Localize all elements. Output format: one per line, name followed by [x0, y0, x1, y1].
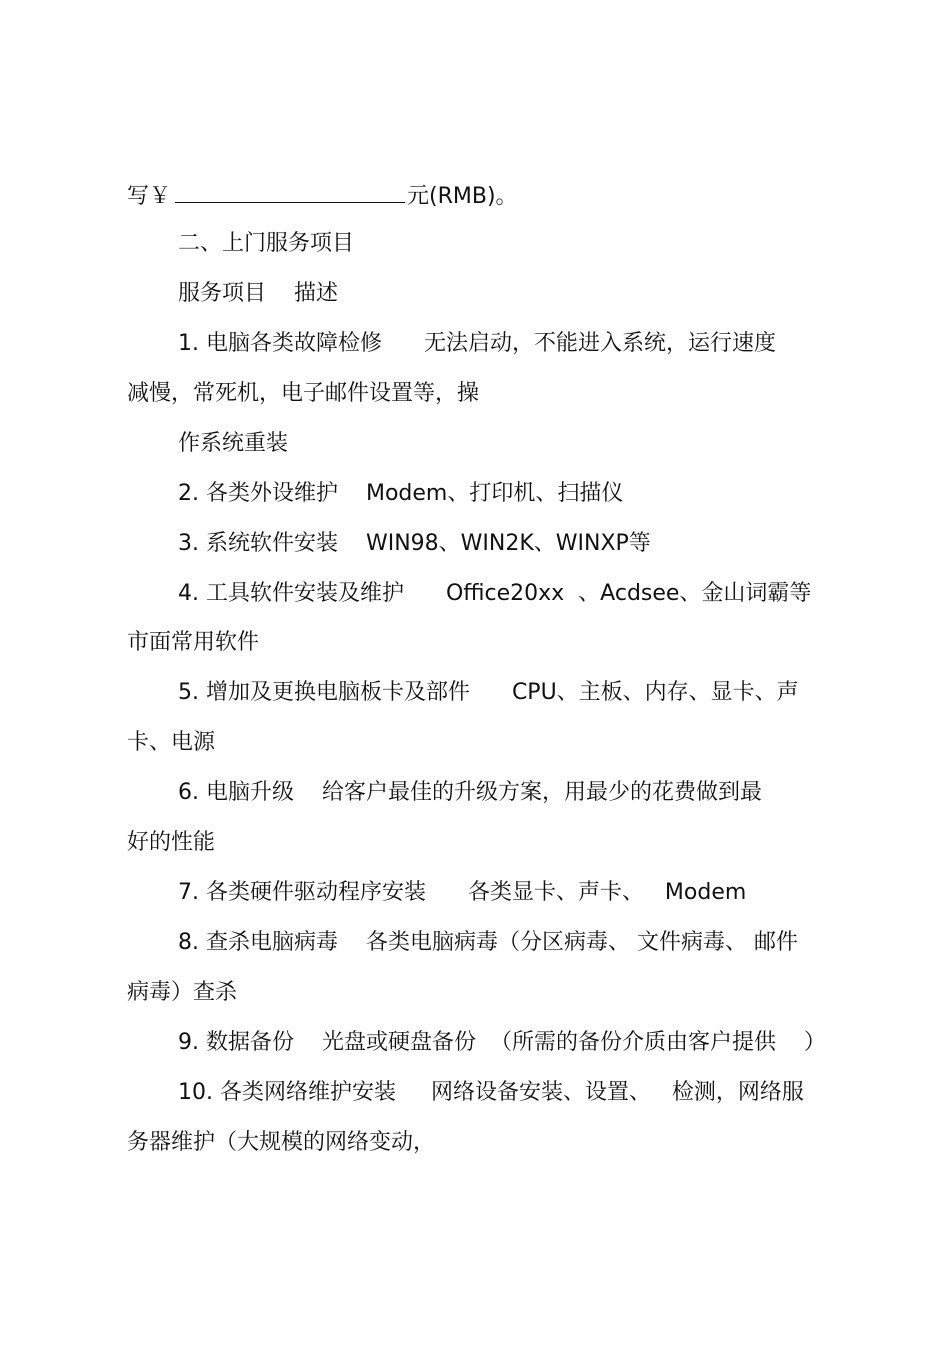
item-line: 9. 数据备份 光盘或硬盘备份 （所需的备份介质由客户提供 ）: [178, 1030, 826, 1055]
item-line: 8. 查杀电脑病毒 各类电脑病毒（分区病毒、 文件病毒、 邮件: [178, 930, 798, 955]
section-heading: 二、上门服务项目: [178, 231, 355, 256]
item-line-continued: 病毒）查杀: [127, 980, 238, 1005]
item-line: 2. 各类外设维护 Modem、打印机、扫描仪: [178, 481, 624, 506]
item-line: 1. 电脑各类故障检修 无法启动，不能进入系统，运行速度: [178, 331, 776, 356]
table-header: 服务项目 描述: [178, 281, 338, 306]
item-line: 4. 工具软件安装及维护 Office20xx 、Acdsee、金山词霸等: [178, 581, 812, 606]
price-suffix: 元(RMB)。: [407, 184, 518, 209]
item-line: 6. 电脑升级 给客户最佳的升级方案，用最少的花费做到最: [178, 780, 762, 805]
item-line: 10. 各类网络维护安装 网络设备安装、设置、 检测，网络服: [178, 1080, 804, 1105]
item-line-continued: 好的性能: [127, 830, 216, 855]
item-line-continued: 减慢，常死机，电子邮件设置等，操: [127, 381, 480, 406]
item-line-continued: 市面常用软件: [127, 630, 260, 655]
item-line-continued: 务器维护（大规模的网络变动，: [127, 1130, 436, 1155]
price-line: [127, 180, 518, 212]
amount-blank: [175, 180, 405, 203]
item-line: 3. 系统软件安装 WIN98、WIN2K、WINXP等: [178, 531, 651, 556]
item-line-continued: 卡、电源: [127, 730, 216, 755]
item-line-continued: 作系统重装: [178, 431, 289, 456]
item-line: 5. 增加及更换电脑板卡及部件 CPU、主板、内存、显卡、声: [178, 680, 799, 705]
price-prefix: 写￥: [127, 184, 172, 209]
item-line: 7. 各类硬件驱动程序安装 各类显卡、声卡、 Modem: [178, 880, 747, 905]
